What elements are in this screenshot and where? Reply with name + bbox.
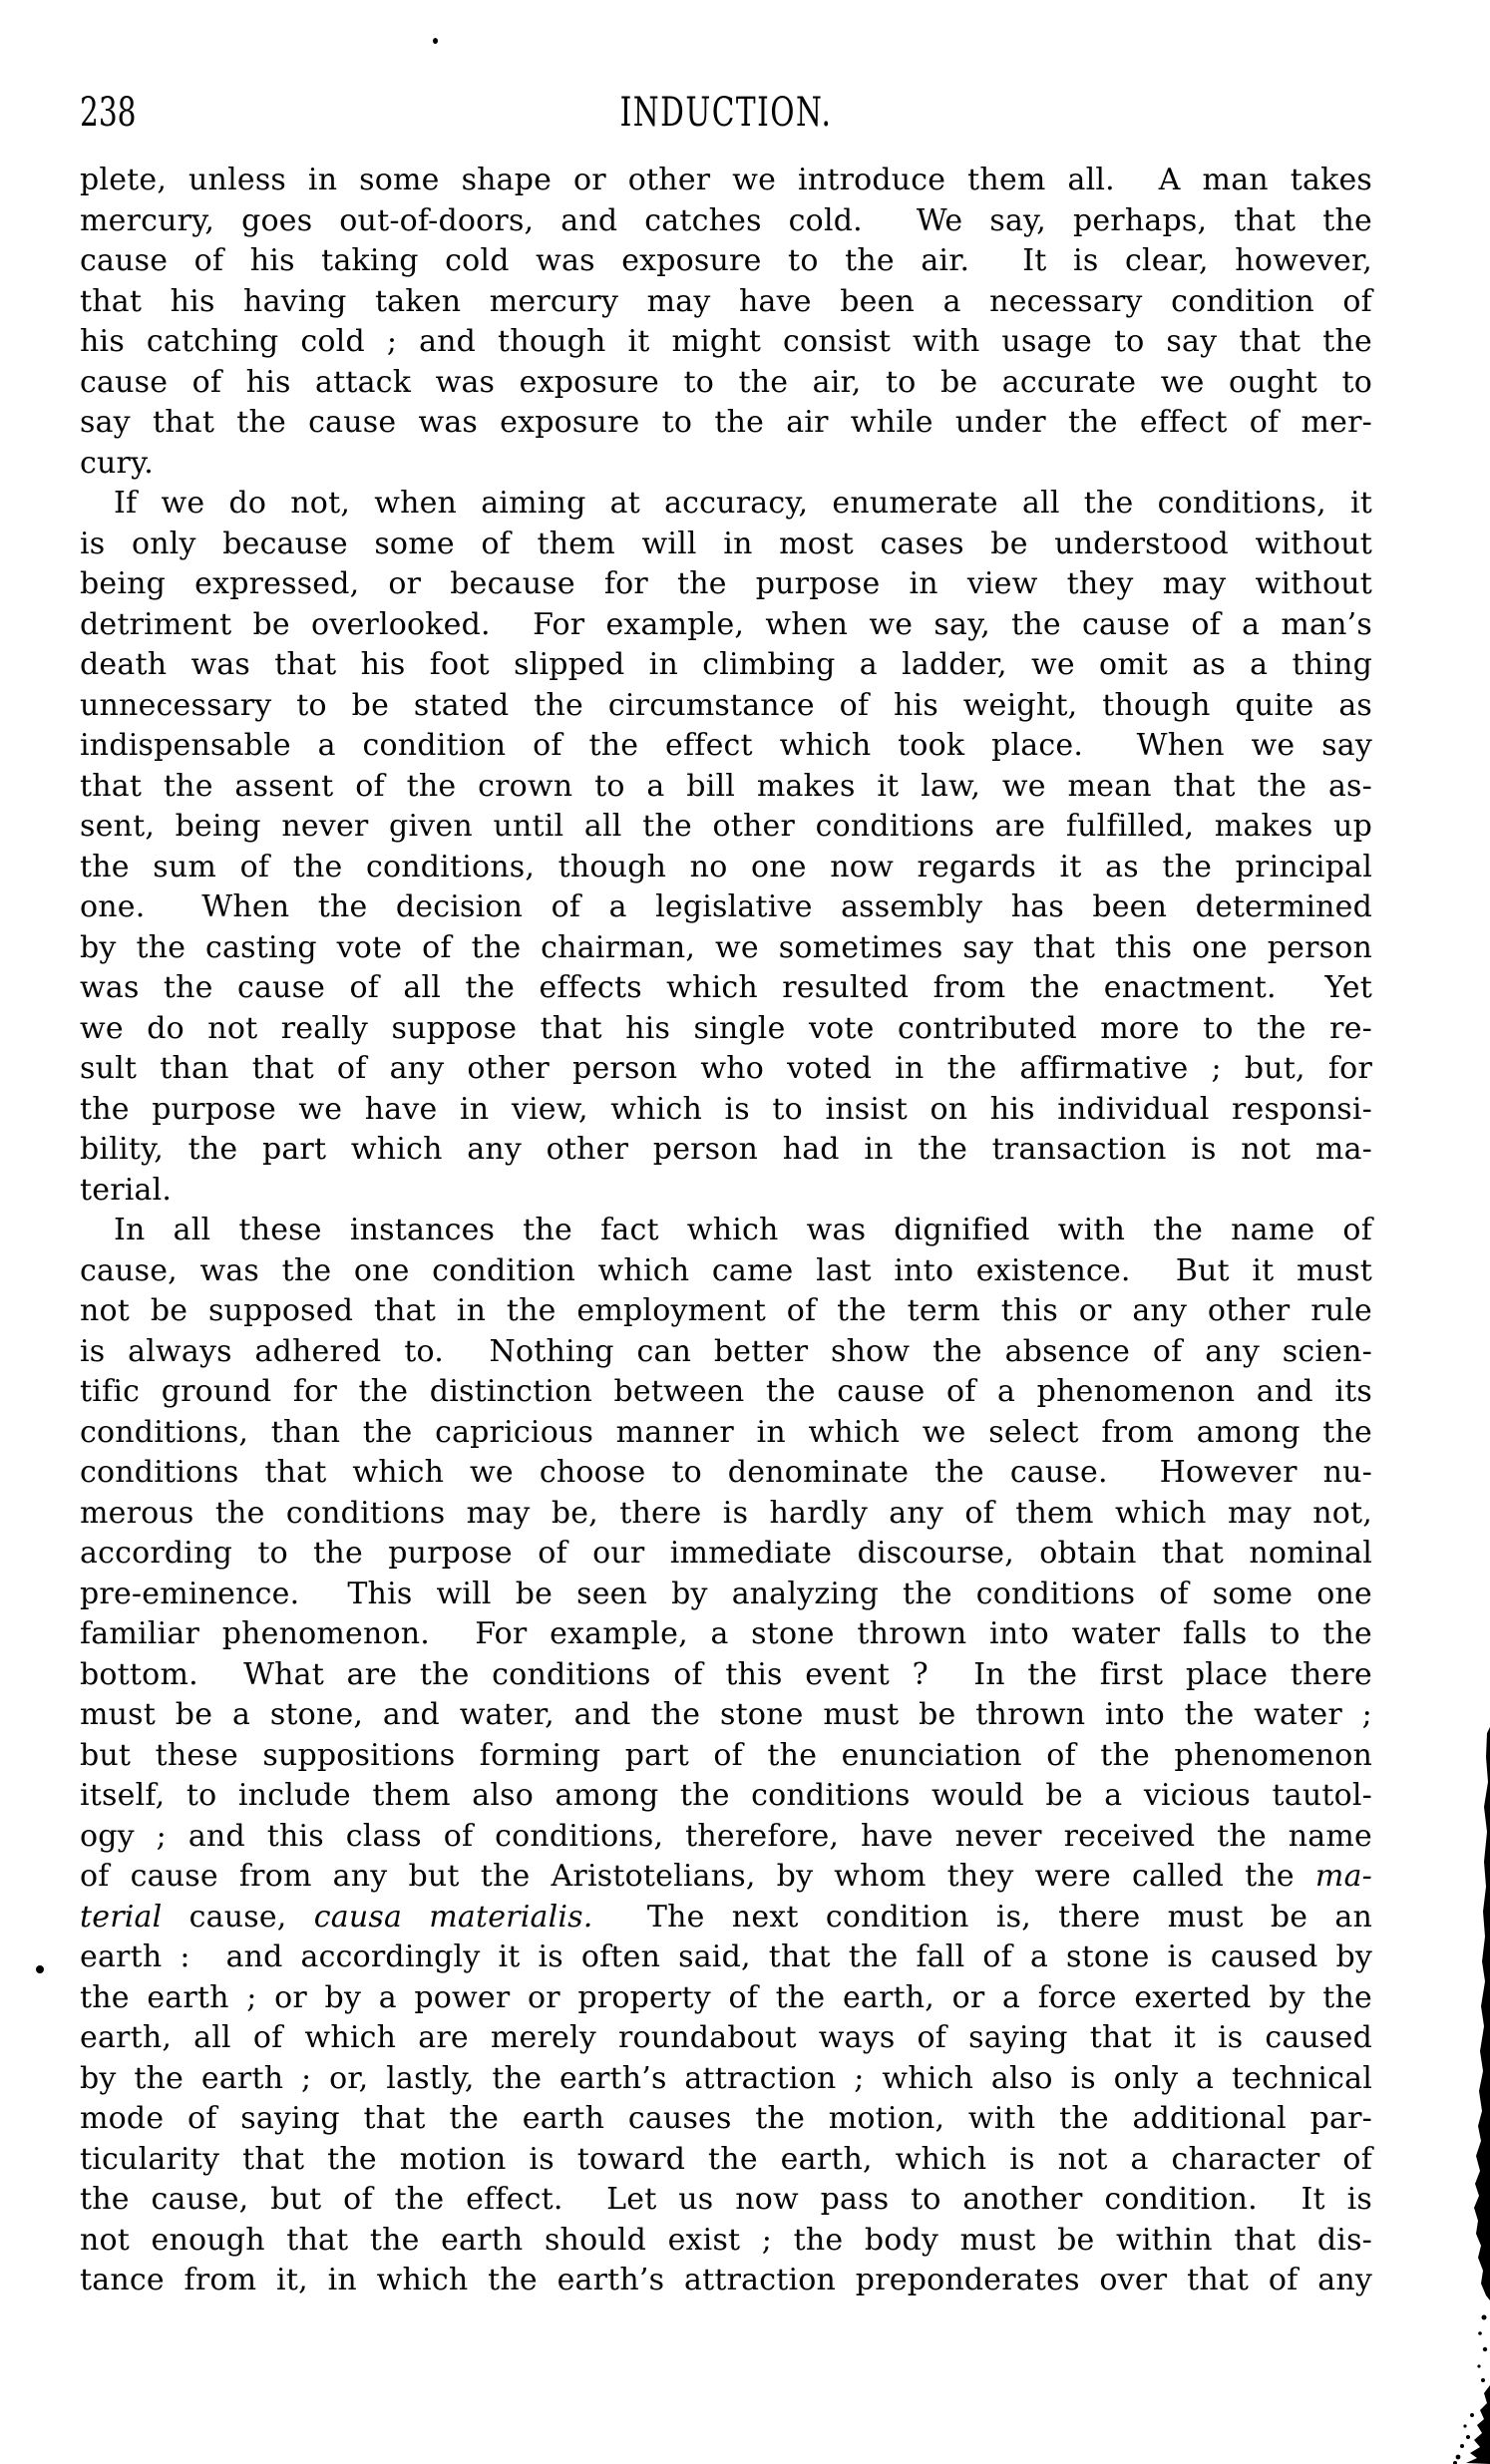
text-line: mercury, goes out-of-doors, and catches cold. We say, perhaps, that the bbox=[80, 202, 1372, 238]
text-line: the purpose we have in view, which is to insist on his individual responsi- bbox=[80, 1091, 1372, 1127]
text-line: merous the conditions may be, there is hardly any of them which may not, bbox=[80, 1495, 1372, 1531]
text-line: detriment be overlooked. For example, when we say, the cause of a man’s bbox=[80, 606, 1372, 642]
page-number: 238 bbox=[80, 90, 137, 136]
text-column bbox=[80, 161, 1372, 2301]
text-line: In all these instances the fact which was dignified with the name of bbox=[114, 1213, 1372, 1247]
text-line: not enough that the earth should exist ; the body must be within that dis- bbox=[80, 2222, 1372, 2258]
text-line: his catching cold ; and though it might consist with usage to say that the bbox=[80, 324, 1372, 359]
text-line: cury. bbox=[80, 445, 154, 481]
text-line: unnecessary to be stated the circumstance of his weight, though quite as bbox=[80, 687, 1372, 723]
text-line: earth, all of which are merely roundabout ways of saying that it is caused bbox=[80, 2020, 1372, 2055]
text-line: was the cause of all the effects which resulted from the enactment. Yet bbox=[80, 970, 1372, 1005]
text-line: the cause, but of the effect. Let us now pass to another condition. It is bbox=[80, 2182, 1372, 2217]
text-line: itself, to include them also among the conditions would be a vicious tautol- bbox=[80, 1778, 1372, 1813]
text-line: we do not really suppose that his single vote contributed more to the re- bbox=[80, 1010, 1372, 1046]
text-line: by the casting vote of the chairman, we sometimes say that this one person bbox=[80, 929, 1372, 965]
text-line: is always adhered to. Nothing can better show the absence of any scien- bbox=[80, 1333, 1372, 1369]
text-line: the sum of the conditions, though no one now regards it as the principal bbox=[80, 849, 1372, 884]
text-line: conditions that which we choose to denominate the cause. However nu- bbox=[80, 1455, 1372, 1490]
text-line: is only because some of them will in most cases be understood without bbox=[80, 526, 1372, 561]
text-line: pre-eminence. This will be seen by analyzing the conditions of some one bbox=[80, 1576, 1372, 1611]
text-line: plete, unless in some shape or other we introduce them all. A man takes bbox=[80, 163, 1372, 197]
text-line: If we do not, when aiming at accuracy, enumerate all the conditions, it bbox=[114, 486, 1372, 521]
text-line: according to the purpose of our immediate discourse, obtain that nominal bbox=[80, 1536, 1372, 1571]
text-line: of cause from any but the Aristotelians, by whom they were called the ma- bbox=[80, 1859, 1372, 1894]
text-line: say that the cause was exposure to the air while under the effect of mer- bbox=[80, 405, 1372, 440]
text-line: bottom. What are the conditions of this event ? In the first place there bbox=[80, 1656, 1372, 1692]
text-line: one. When the decision of a legislative assembly has been determined bbox=[80, 889, 1372, 924]
text-line: conditions, than the capricious manner in which we select from among the bbox=[80, 1414, 1372, 1450]
text-line: death was that his foot slipped in climbing a ladder, we omit as a thing bbox=[80, 647, 1372, 682]
text-line: being expressed, or because for the purpose in view they may without bbox=[80, 566, 1372, 601]
text-line: sult than that of any other person who voted in the affirmative ; but, for bbox=[80, 1051, 1372, 1086]
running-head-title: INDUCTION. bbox=[619, 90, 833, 136]
text-line: indispensable a condition of the effect which took place. When we say bbox=[80, 728, 1372, 763]
running-head-row bbox=[80, 92, 1372, 138]
text-line: mode of saying that the earth causes the motion, with the additional par- bbox=[80, 2101, 1372, 2136]
text-line: tific ground for the distinction between the cause of a phenomenon and its bbox=[80, 1374, 1372, 1409]
text-line: ticularity that the motion is toward the earth, which is not a character of bbox=[80, 2141, 1372, 2177]
scan-speck-left-margin bbox=[36, 1965, 44, 1973]
text-line: cause, was the one condition which came last into existence. But it must bbox=[80, 1252, 1372, 1288]
scan-speck-top bbox=[433, 38, 438, 44]
scan-edge-streak bbox=[1450, 1727, 1490, 2464]
text-line: but these suppositions forming part of the enunciation of the phenomenon bbox=[80, 1737, 1372, 1773]
text-line: ogy ; and this class of conditions, therefore, have never received the name bbox=[80, 1818, 1372, 1854]
text-line: must be a stone, and water, and the stone must be thrown into the water ; bbox=[80, 1697, 1372, 1732]
text-line: cause of his taking cold was exposure to the air. It is clear, however, bbox=[80, 243, 1372, 278]
text-line: bility, the part which any other person had in the transaction is not ma- bbox=[80, 1132, 1372, 1167]
text-line: sent, being never given until all the other conditions are fulfilled, makes up bbox=[80, 809, 1372, 844]
text-line: terial. bbox=[80, 1172, 173, 1208]
text-line: familiar phenomenon. For example, a stone thrown into water falls to the bbox=[80, 1616, 1372, 1651]
text-line: the earth ; or by a power or property of the earth, or a force exerted by the bbox=[80, 1979, 1372, 2015]
text-line: terial cause, causa materialis. The next condition is, there must be an bbox=[80, 1899, 1372, 1935]
text-line: earth : and accordingly it is often said, that the fall of a stone is caused by bbox=[80, 1939, 1372, 1974]
text-line: not be supposed that in the employment of the term this or any other rule bbox=[80, 1293, 1372, 1328]
text-line: cause of his attack was exposure to the air, to be accurate we ought to bbox=[80, 364, 1372, 400]
text-line: that his having taken mercury may have been a necessary condition of bbox=[80, 283, 1372, 319]
text-line: that the assent of the crown to a bill makes it law, we mean that the as- bbox=[80, 768, 1372, 804]
text-line: tance from it, in which the earth’s attraction preponderates over that of any bbox=[80, 2263, 1372, 2297]
text-line: by the earth ; or, lastly, the earth’s attraction ; which also is only a technical bbox=[80, 2060, 1372, 2096]
